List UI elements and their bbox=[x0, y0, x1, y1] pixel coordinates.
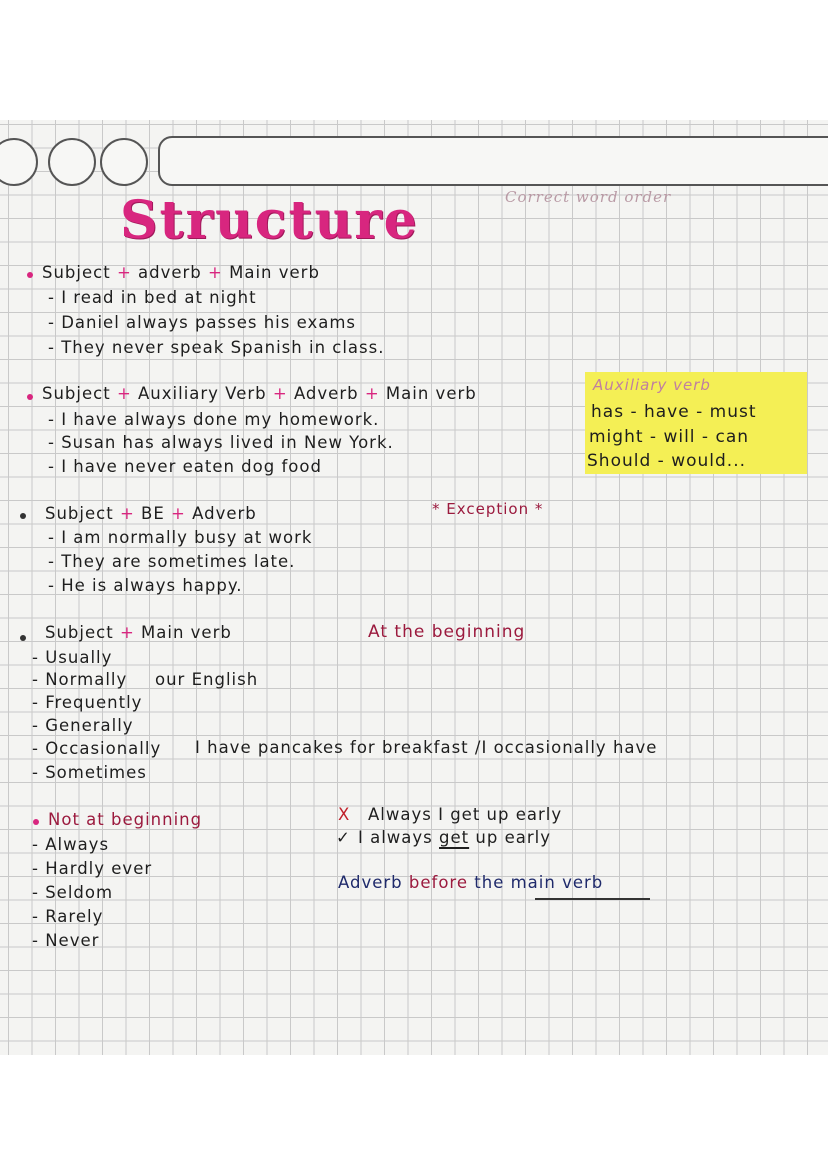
not-at-beginning-heading: Not at beginning bbox=[48, 810, 203, 829]
example: - I read in bed at night bbox=[48, 288, 257, 307]
binder-ring bbox=[100, 138, 148, 186]
bullet bbox=[20, 635, 26, 641]
wrong-mark: X bbox=[338, 805, 351, 824]
binder-ring bbox=[48, 138, 96, 186]
adverb-item: - Generally bbox=[32, 716, 134, 735]
adverb-item: - Occasionally bbox=[32, 739, 162, 758]
sticky-line: might - will - can bbox=[589, 427, 750, 447]
grid-paper bbox=[0, 120, 828, 1055]
page-title: Structure bbox=[120, 190, 419, 251]
right-example: I always get up early bbox=[358, 828, 551, 847]
wrong-example: Always I get up early bbox=[368, 805, 563, 824]
adverb-item: - Normally bbox=[32, 670, 128, 689]
example: - Daniel always passes his exams bbox=[48, 313, 357, 332]
sticky-note bbox=[585, 372, 807, 474]
example: - I have always done my homework. bbox=[48, 410, 380, 429]
example: - He is always happy. bbox=[48, 576, 243, 595]
at-beginning-note: At the beginning bbox=[368, 622, 526, 642]
bullet bbox=[33, 819, 39, 825]
bullet bbox=[27, 394, 33, 400]
exception-note: * Exception * bbox=[432, 500, 544, 518]
formula-2: Subject + Auxiliary Verb + Adverb + Main verb bbox=[42, 384, 477, 403]
example: - I am normally busy at work bbox=[48, 528, 313, 547]
adverb-item: - Usually bbox=[32, 648, 113, 667]
binder-ring bbox=[0, 138, 38, 186]
sticky-title: Auxiliary verb bbox=[593, 376, 711, 394]
page-subtitle: Correct word order bbox=[505, 188, 672, 206]
adverb-item: - Always bbox=[32, 835, 110, 854]
check-mark: ✓ bbox=[336, 828, 351, 847]
example: our English bbox=[155, 670, 259, 689]
example: - They are sometimes late. bbox=[48, 552, 296, 571]
rule-note: Adverb before the main verb bbox=[338, 873, 604, 892]
underline bbox=[535, 898, 650, 900]
bullet bbox=[20, 513, 26, 519]
formula-3: Subject + BE + Adverb bbox=[45, 504, 257, 523]
formula-4: Subject + Main verb bbox=[45, 623, 232, 642]
example: - I have never eaten dog food bbox=[48, 457, 322, 476]
formula-1: Subject + adverb + Main verb bbox=[42, 263, 320, 282]
adverb-item: - Hardly ever bbox=[32, 859, 153, 878]
sticky-line: has - have - must bbox=[591, 402, 757, 422]
example: - They never speak Spanish in class. bbox=[48, 338, 385, 357]
adverb-item: - Frequently bbox=[32, 693, 143, 712]
date-box bbox=[158, 136, 828, 186]
example: I have pancakes for breakfast /I occasionally have bbox=[195, 738, 658, 757]
adverb-item: - Seldom bbox=[32, 883, 114, 902]
example: - Susan has always lived in New York. bbox=[48, 433, 394, 452]
adverb-item: - Rarely bbox=[32, 907, 104, 926]
adverb-item: - Never bbox=[32, 931, 100, 950]
bullet bbox=[27, 272, 33, 278]
sticky-line: Should - would... bbox=[587, 451, 747, 471]
adverb-item: - Sometimes bbox=[32, 763, 147, 782]
